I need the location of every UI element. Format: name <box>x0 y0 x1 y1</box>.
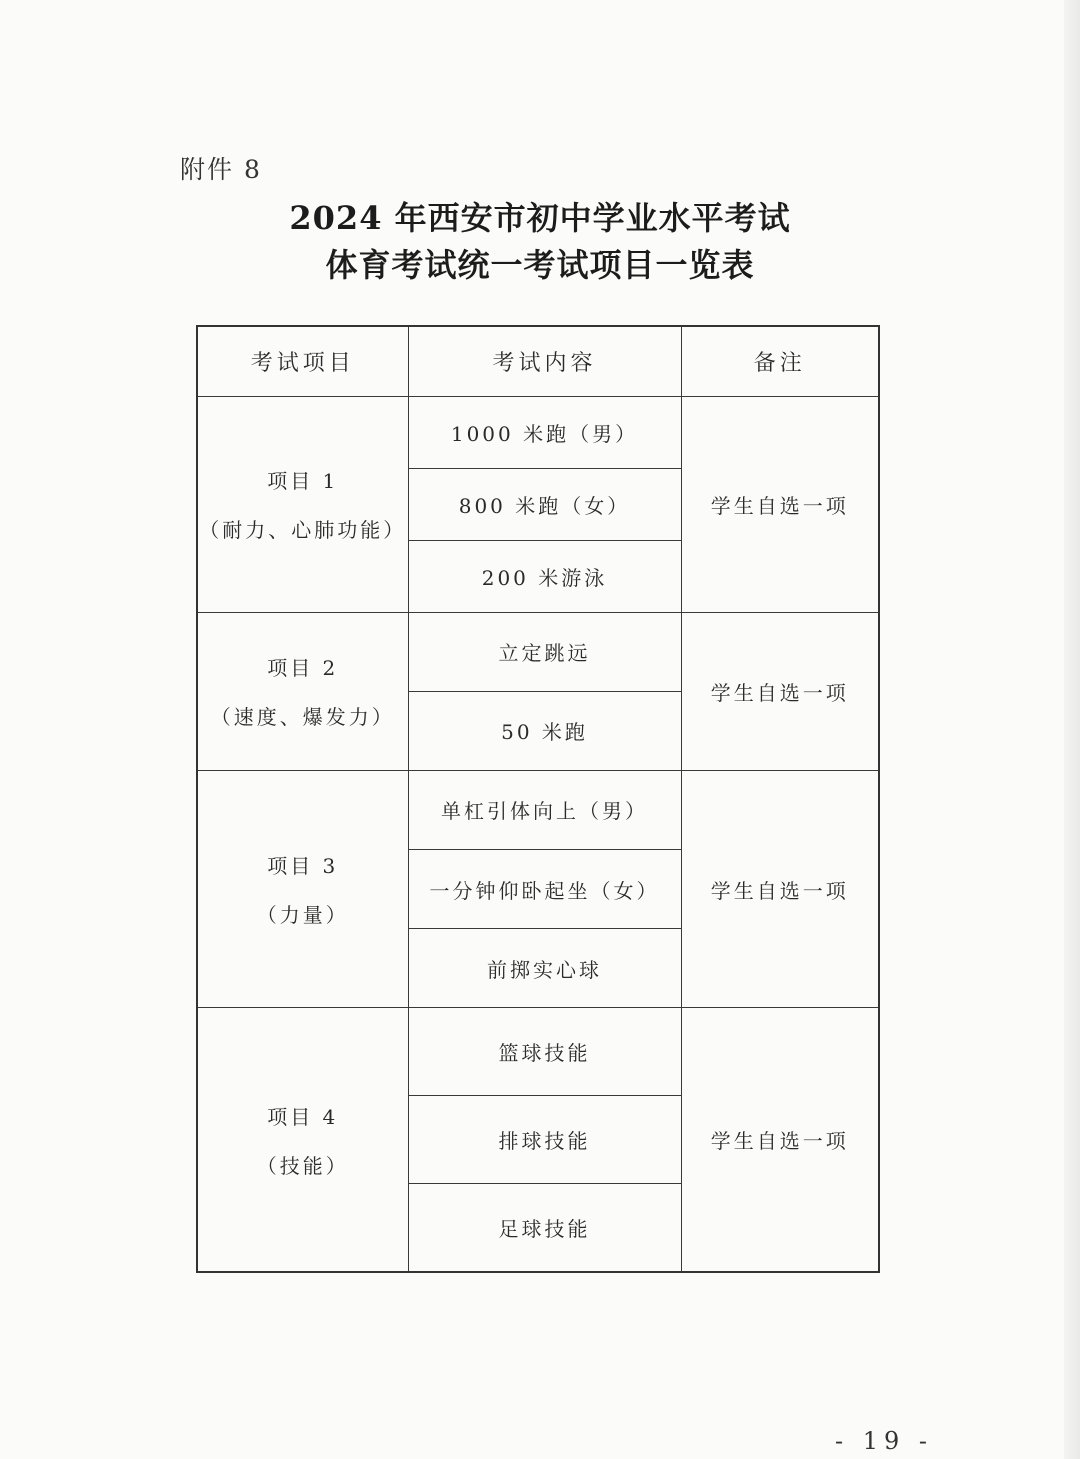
category-description: （技能） <box>256 1153 349 1178</box>
exam-item-cell: 排球技能 <box>408 1096 681 1184</box>
exam-item-cell: 一分钟仰卧起坐（女） <box>408 849 681 928</box>
table-row <box>197 770 879 849</box>
note-cell: 学生自选一项 <box>681 770 879 1007</box>
table-row <box>197 396 879 468</box>
exam-item-cell: 单杠引体向上（男） <box>408 770 681 849</box>
document-title-line-1: 2024 年西安市初中学业水平考试 <box>289 199 791 237</box>
exam-item-cell: 篮球技能 <box>408 1008 681 1096</box>
attachment-label: 附件 8 <box>180 155 262 184</box>
category-name: 项目 1 <box>267 469 339 494</box>
header-content: 考试内容 <box>408 326 681 396</box>
note-cell: 学生自选一项 <box>681 396 879 612</box>
exam-item-cell: 200 米游泳 <box>408 540 681 612</box>
exam-item-cell: 800 米跑（女） <box>408 468 681 540</box>
category-description: （耐力、心肺功能） <box>199 518 407 543</box>
category-name: 项目 2 <box>267 656 339 681</box>
category-cell <box>197 396 408 612</box>
category-cell <box>197 1008 408 1272</box>
exam-item-cell: 50 米跑 <box>408 691 681 770</box>
exam-item-cell: 1000 米跑（男） <box>408 396 681 468</box>
header-note: 备注 <box>681 326 879 396</box>
exam-item-cell: 立定跳远 <box>408 612 681 691</box>
exam-items-table-container <box>196 325 878 1273</box>
document-title-line-2: 体育考试统一考试项目一览表 <box>325 246 755 284</box>
category-description: （力量） <box>256 903 349 927</box>
exam-items-table <box>196 325 880 1273</box>
category-cell <box>197 612 408 770</box>
exam-item-cell: 足球技能 <box>408 1184 681 1272</box>
exam-item-cell: 前掷实心球 <box>408 929 681 1008</box>
header-category: 考试项目 <box>197 326 408 396</box>
category-description: （速度、爆发力） <box>210 705 395 730</box>
note-cell: 学生自选一项 <box>681 1008 879 1272</box>
category-cell <box>197 770 408 1007</box>
table-header-row <box>197 326 879 396</box>
category-name: 项目 3 <box>267 854 339 878</box>
table-row <box>197 1008 879 1096</box>
note-cell: 学生自选一项 <box>681 612 879 770</box>
category-name: 项目 4 <box>267 1104 339 1129</box>
page-number: - 19 - <box>835 1427 934 1455</box>
table-row <box>197 612 879 691</box>
